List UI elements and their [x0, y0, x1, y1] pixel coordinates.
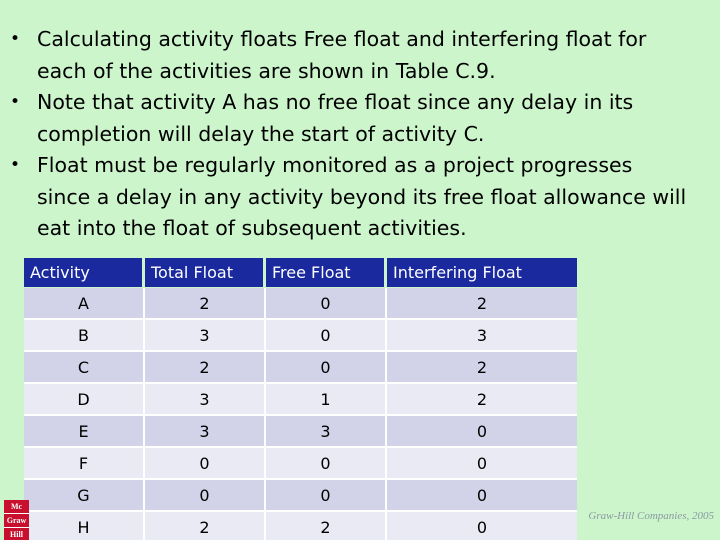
column-header-interfering-float: Interfering Float: [387, 258, 577, 288]
column-header-activity: Activity: [24, 258, 145, 288]
table-row: [24, 384, 577, 416]
table-cell: 2: [145, 512, 266, 540]
table-row: [24, 416, 577, 448]
table-cell: 0: [145, 448, 266, 480]
table-cell: E: [24, 416, 145, 448]
column-header-free-float: Free Float: [266, 258, 387, 288]
table-cell: 2: [266, 512, 387, 540]
bullet-dot: •: [10, 29, 21, 49]
table-cell: 1: [266, 384, 387, 416]
table-header-row: [24, 258, 577, 288]
table-row: [24, 320, 577, 352]
logo-line: Hill: [4, 528, 29, 540]
table-cell: 2: [387, 352, 577, 384]
table-cell: 3: [387, 320, 577, 352]
table-cell: 0: [387, 416, 577, 448]
table-cell: F: [24, 448, 145, 480]
bullet-item: [10, 24, 690, 87]
table-cell: 3: [145, 320, 266, 352]
table-cell: 2: [145, 288, 266, 320]
bullet-list: [10, 24, 690, 245]
table-row: [24, 288, 577, 320]
table-cell: 0: [266, 352, 387, 384]
table-cell: A: [24, 288, 145, 320]
column-header-total-float: Total Float: [145, 258, 266, 288]
bullet-item: [10, 150, 690, 245]
table-cell: 0: [266, 320, 387, 352]
publisher-logo: [4, 500, 29, 540]
float-table-container: [24, 258, 577, 540]
table-cell: D: [24, 384, 145, 416]
table-cell: 0: [266, 288, 387, 320]
table-cell: 2: [387, 288, 577, 320]
float-table: [24, 258, 577, 540]
table-row: [24, 352, 577, 384]
copyright-text: Graw-Hill Companies, 2005: [588, 510, 714, 522]
table-row: [24, 448, 577, 480]
table-cell: 3: [266, 416, 387, 448]
logo-line: Mc: [4, 500, 29, 514]
bullet-text: Float must be regularly monitored as a project progresses since a delay in any activity beyond its free float allowance will eat into the float of subsequent activities.: [37, 153, 687, 240]
table-cell: G: [24, 480, 145, 512]
bullet-text: Calculating activity floats Free float and interfering float for each of the activities are shown in Table C.9.: [37, 27, 647, 83]
bullet-text: Note that activity A has no free float since any delay in its completion will delay the start of activity C.: [37, 90, 634, 146]
table-row: [24, 480, 577, 512]
table-cell: C: [24, 352, 145, 384]
table-cell: 2: [387, 384, 577, 416]
table-cell: 0: [266, 448, 387, 480]
bullet-dot: •: [10, 92, 21, 112]
bullet-item: [10, 87, 690, 150]
table-cell: 3: [145, 416, 266, 448]
table-cell: 0: [387, 448, 577, 480]
bullet-dot: •: [10, 155, 21, 175]
table-row: [24, 512, 577, 540]
table-cell: 3: [145, 384, 266, 416]
table-cell: H: [24, 512, 145, 540]
logo-line: Graw: [4, 514, 29, 528]
table-cell: 0: [387, 480, 577, 512]
table-cell: 0: [145, 480, 266, 512]
table-cell: B: [24, 320, 145, 352]
table-cell: 2: [145, 352, 266, 384]
table-cell: 0: [266, 480, 387, 512]
table-cell: 0: [387, 512, 577, 540]
